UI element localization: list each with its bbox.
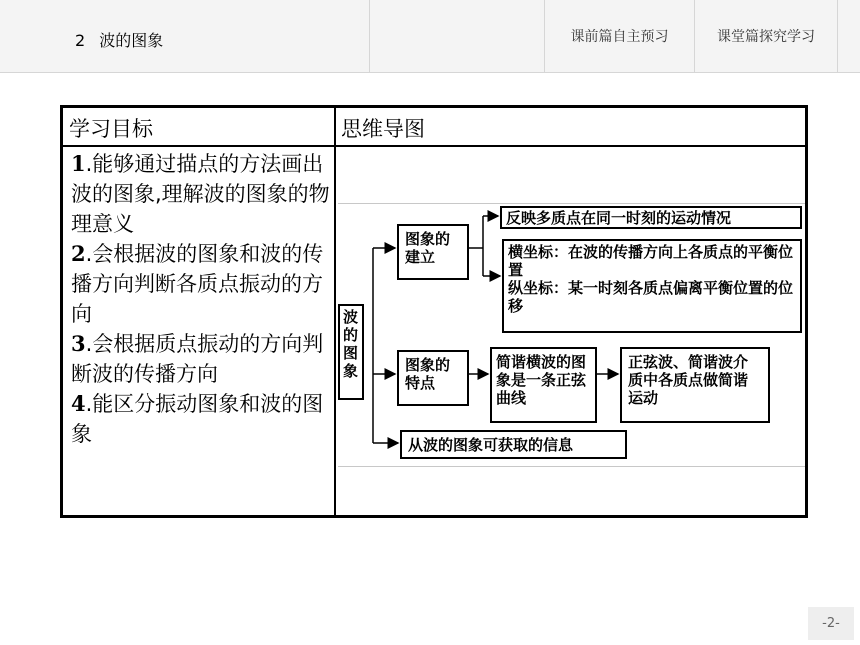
tab-preview[interactable]: 课前篇自主预习 xyxy=(545,0,695,72)
goal-item: 1.能够通过描点的方法画出波的图象,理解波的图象的物理意义 xyxy=(71,151,330,236)
header-empty-cell xyxy=(370,0,545,72)
goal-item: 3.会根据质点振动的方向判断波的传播方向 xyxy=(71,331,324,386)
info-node xyxy=(400,430,627,459)
features-item-1-label: 简谐横波的图象是一条正弦曲线 xyxy=(496,353,587,407)
establish-item-1-label: 反映多质点在同一时刻的运动情况 xyxy=(506,209,732,227)
section-title xyxy=(75,28,177,51)
page-number: -2- xyxy=(808,607,854,640)
table-header-row xyxy=(63,108,805,147)
mind-map xyxy=(338,148,805,515)
goals-list xyxy=(71,149,333,449)
establish-item-2-line1: 横坐标：在波的传播方向上各质点的平衡位置 xyxy=(508,243,794,279)
goals-heading: 学习目标 xyxy=(69,117,153,141)
establish-node xyxy=(397,224,469,280)
section-title-text: 波的图象 xyxy=(99,31,164,50)
tab-classroom[interactable]: 课堂篇探究学习 xyxy=(695,0,838,72)
establish-item-2-line2: 纵坐标：某一时刻各质点偏离平衡位置的位移 xyxy=(508,279,794,315)
info-node-label: 从波的图象可获取的信息 xyxy=(408,436,574,454)
goal-item: 2.会根据波的图象和波的传播方向判断各质点振动的方向 xyxy=(71,241,324,326)
features-item-2 xyxy=(620,347,770,423)
establish-node-label: 图象的建立 xyxy=(405,230,451,266)
header-bar xyxy=(0,0,860,73)
goal-item: 4.能区分振动图象和波的图象 xyxy=(71,391,324,446)
features-node xyxy=(397,350,469,406)
column-divider xyxy=(334,108,336,515)
section-number: 2 xyxy=(75,31,86,50)
root-node xyxy=(338,304,364,400)
root-node-label: 波的图象 xyxy=(343,308,359,380)
features-item-2-label: 正弦波、简谐波介质中各质点做简谐运动 xyxy=(628,353,749,407)
content-table xyxy=(60,105,808,518)
features-item-1 xyxy=(490,347,597,423)
header-title-cell xyxy=(0,0,370,72)
features-node-label: 图象的特点 xyxy=(405,356,451,392)
mindmap-heading: 思维导图 xyxy=(341,117,425,141)
establish-item-1 xyxy=(500,206,802,229)
establish-item-2 xyxy=(502,239,802,333)
